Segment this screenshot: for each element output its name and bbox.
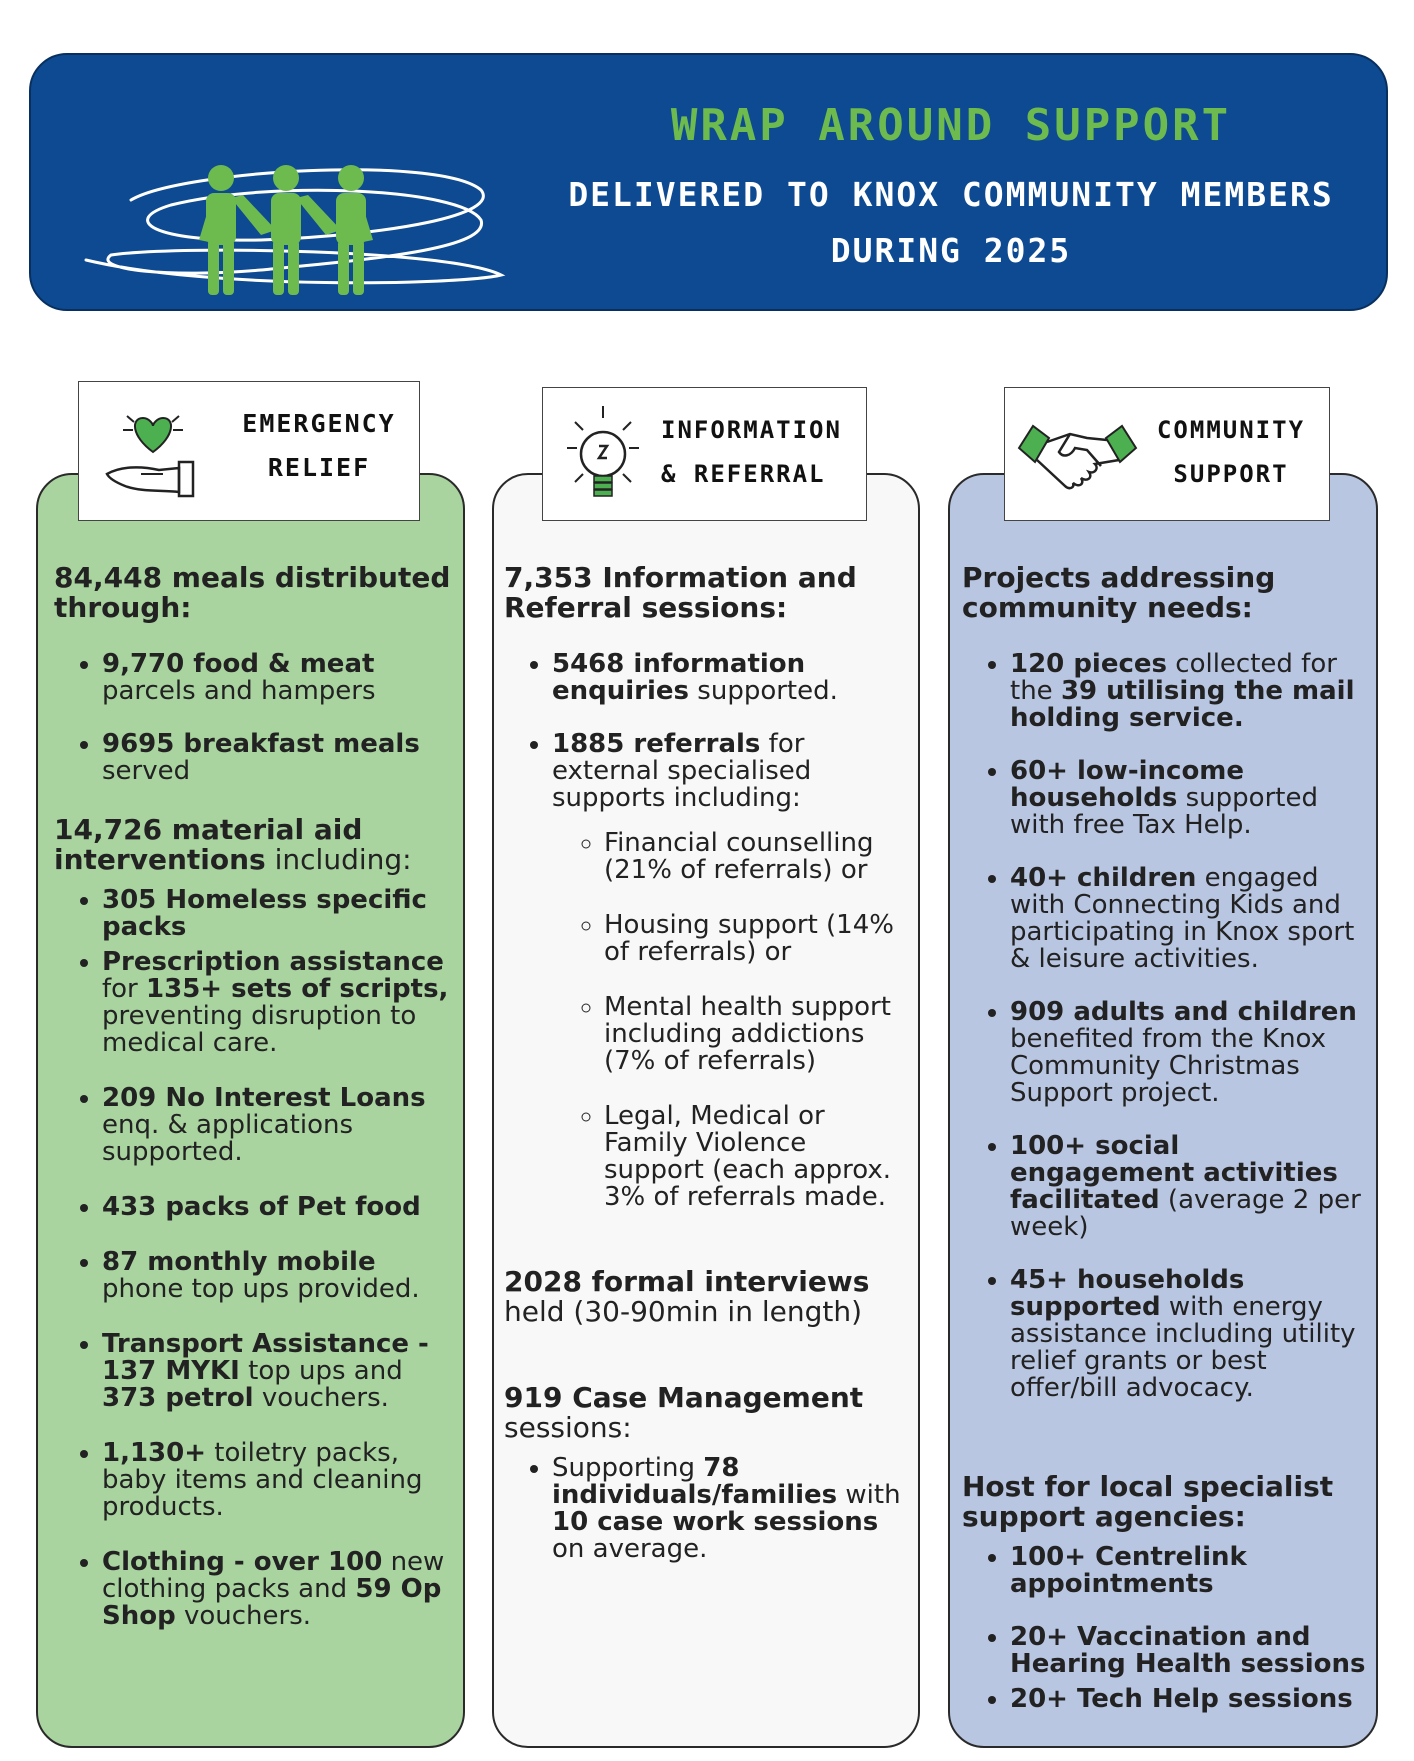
banner-subtitle [511,167,1391,279]
information-referral-content [504,563,914,1563]
case-management-heading: 919 Case Management [504,1381,864,1414]
sessions-heading: 7,353 Information and Referral sessions: [504,561,857,624]
material-aid-heading: 14,726 material aid interventions including: [54,813,412,876]
list-item: • 909 adults and children benefited from the Knox Community Christmas Support project. [1010,999,1372,1107]
case-list [504,1455,914,1563]
list-item: • 305 Homeless specific packs [102,887,459,941]
interviews-detail: held (30-90min in length) [504,1295,863,1328]
list-item: • 20+ Vaccination and Hearing Health sessions [1010,1624,1372,1678]
interviews-heading: 2028 formal interviews [504,1265,870,1298]
list-item: ◦ Housing support (14% of referrals) or [604,912,914,966]
list-item: ◦ Mental health support including addictions (7% of referrals) [604,994,914,1075]
list-item: • 1885 referrals for external specialised supports including: ◦ Financial counselling (21% of referrals) or ◦ Housing support (14% of referrals) or ◦ Mental health support including addictions (7% of referrals) ◦ Legal, Medical or Family Violence support (each approx. 3% of referrals made. [552,731,914,1211]
list-item: • 87 monthly mobile phone top ups provided. [102,1249,459,1303]
community-support-title [1135,408,1327,496]
projects-list [962,651,1372,1402]
banner-subtitle-line2: DURING 2025 [830,231,1072,270]
projects-heading: Projects addressing community needs: [962,561,1276,624]
information-referral-title [661,408,866,496]
information-referral-title-line2: & REFERRAL [661,460,826,488]
list-item: • 60+ low-income households supported with free Tax Help. [1010,758,1372,839]
list-item: ◦ Financial counselling (21% of referrals) or [604,830,914,884]
emergency-relief-title-line2: RELIEF [267,453,371,482]
list-item: • 100+ Centrelink appointments [1010,1544,1372,1598]
emergency-relief-title [219,402,419,490]
community-support-title-line1: COMMUNITY [1156,416,1306,444]
referral-sublist [552,830,914,1211]
list-item: • 5468 information enquiries supported. [552,651,914,705]
emergency-relief-title-line1: EMERGENCY [242,409,396,438]
material-aid-list [54,887,459,1630]
people-holding-hands-icon [61,100,531,300]
banner-title: WRAP AROUND SUPPORT [670,100,1232,151]
meals-heading: 84,448 meals distributed through: [54,561,451,624]
list-item: • Transport Assistance - 137 MYKI top ups and 373 petrol vouchers. [102,1331,459,1412]
lightbulb-icon [553,396,653,514]
list-item: • 9,770 food & meat parcels and hampers [102,651,459,705]
community-support-content [962,563,1372,1713]
list-item: • 433 packs of Pet food [102,1194,459,1221]
information-referral-header [542,387,867,521]
header-banner [29,53,1388,311]
list-item: • 40+ children engaged with Connecting Kids and participating in Knox sport & leisure activities. [1010,865,1372,973]
list-item: • Supporting 78 individuals/families with 10 case work sessions on average. [552,1455,914,1563]
host-heading: Host for local specialist support agencies: [962,1470,1334,1533]
list-item: • 100+ social engagement activities facilitated (average 2 per week) [1010,1133,1372,1241]
handshake-icon [1015,408,1140,503]
banner-subtitle-line1: DELIVERED TO KNOX COMMUNITY MEMBERS [568,175,1334,214]
list-item: • Clothing - over 100 new clothing packs and 59 Op Shop vouchers. [102,1549,459,1630]
meals-list [54,651,459,785]
community-support-header [1004,387,1330,521]
list-item: • 45+ households supported with energy assistance including utility relief grants or best offer/bill advocacy. [1010,1267,1372,1402]
host-list [962,1544,1372,1713]
case-management-detail: sessions: [504,1411,632,1444]
information-referral-title-line1: INFORMATION [661,416,842,444]
emergency-relief-content [54,563,459,1630]
list-item: • 9695 breakfast meals served [102,731,459,785]
list-item: • Prescription assistance for 135+ sets of scripts, preventing disruption to medical care. [102,949,459,1057]
community-support-title-line2: SUPPORT [1173,460,1289,488]
list-item: • 20+ Tech Help sessions [1010,1686,1372,1713]
info-list [504,651,914,1211]
heart-hand-icon [101,404,201,499]
list-item: • 120 pieces collected for the 39 utilising the mail holding service. [1010,651,1372,732]
list-item: • 209 No Interest Loans enq. & applications supported. [102,1085,459,1166]
list-item: • 1,130+ toiletry packs, baby items and cleaning products. [102,1440,459,1521]
emergency-relief-header [78,381,420,521]
list-item: ◦ Legal, Medical or Family Violence support (each approx. 3% of referrals made. [604,1103,914,1211]
